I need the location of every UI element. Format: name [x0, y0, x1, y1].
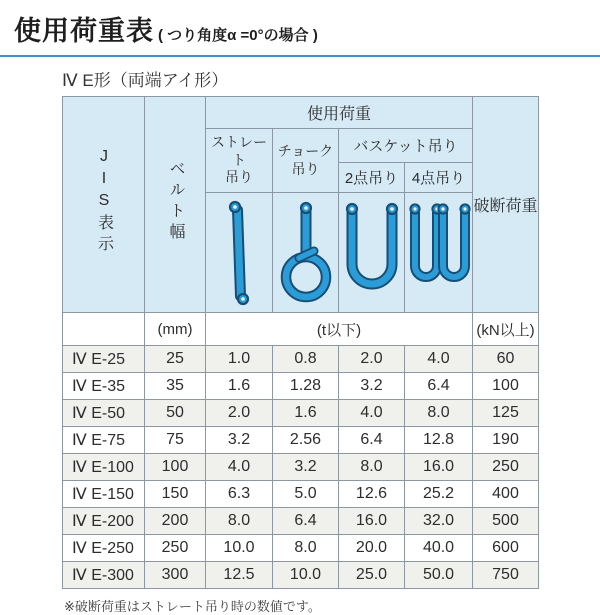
cell-basket4: 12.8 [405, 427, 473, 454]
footnote: ※破断荷重はストレート吊り時の数値です。 [64, 599, 321, 614]
cell-breaking: 600 [473, 535, 539, 562]
cell-jis: Ⅳ E-50 [63, 400, 145, 427]
cell-jis: Ⅳ E-25 [63, 346, 145, 373]
cell-basket2: 3.2 [339, 373, 405, 400]
choke-sling-cell [273, 193, 339, 313]
basket-2pt-sling-icon [342, 200, 402, 306]
table-row [63, 535, 539, 562]
cell-jis: Ⅳ E-250 [63, 535, 145, 562]
cell-straight: 6.3 [206, 481, 273, 508]
page-title: 使用荷重表 [14, 16, 154, 46]
table-row [63, 481, 539, 508]
cell-choke: 3.2 [273, 454, 339, 481]
cell-breaking: 100 [473, 373, 539, 400]
cell-basket4: 8.0 [405, 400, 473, 427]
header-belt-width [145, 97, 206, 313]
table-row [63, 346, 539, 373]
cell-breaking: 400 [473, 481, 539, 508]
header-breaking-load: 破断荷重 [473, 97, 539, 313]
cell-straight: 8.0 [206, 508, 273, 535]
header-choke-line2: 吊り [291, 160, 320, 177]
cell-width: 300 [145, 562, 206, 589]
cell-basket4: 4.0 [405, 346, 473, 373]
cell-basket2: 16.0 [339, 508, 405, 535]
cell-width: 35 [145, 373, 206, 400]
straight-sling-icon [211, 200, 267, 306]
cell-straight: 4.0 [206, 454, 273, 481]
cell-width: 50 [145, 400, 206, 427]
header-basket-4pt: 4点吊り [405, 163, 473, 193]
table-body [63, 346, 539, 589]
table-row [63, 454, 539, 481]
cell-basket2: 4.0 [339, 400, 405, 427]
cell-choke: 8.0 [273, 535, 339, 562]
cell-straight: 1.0 [206, 346, 273, 373]
cell-breaking: 750 [473, 562, 539, 589]
cell-straight: 10.0 [206, 535, 273, 562]
choke-sling-icon [278, 200, 334, 306]
cell-width: 100 [145, 454, 206, 481]
cell-basket4: 16.0 [405, 454, 473, 481]
straight-sling-cell [206, 193, 273, 313]
table-row [63, 400, 539, 427]
header-working-load: 使用荷重 [206, 97, 473, 129]
cell-choke: 5.0 [273, 481, 339, 508]
load-capacity-table [62, 96, 539, 589]
cell-breaking: 190 [473, 427, 539, 454]
cell-jis: Ⅳ E-35 [63, 373, 145, 400]
cell-jis: Ⅳ E-200 [63, 508, 145, 535]
cell-jis: Ⅳ E-300 [63, 562, 145, 589]
header-straight-line2: 吊り [225, 169, 253, 186]
cell-width: 200 [145, 508, 206, 535]
table-row [63, 373, 539, 400]
cell-basket4: 32.0 [405, 508, 473, 535]
cell-choke: 1.28 [273, 373, 339, 400]
cell-basket2: 6.4 [339, 427, 405, 454]
cell-width: 25 [145, 346, 206, 373]
cell-basket2: 25.0 [339, 562, 405, 589]
page-title-note: ( つり角度α =0°の場合 ) [158, 27, 318, 44]
cell-width: 75 [145, 427, 206, 454]
cell-choke: 10.0 [273, 562, 339, 589]
basket-2pt-sling-cell [339, 193, 405, 313]
cell-straight: 1.6 [206, 373, 273, 400]
header-straight [206, 129, 273, 193]
cell-choke: 6.4 [273, 508, 339, 535]
unit-breaking-load: (kN以上) [473, 313, 539, 346]
header-straight-line1: ストレート [211, 134, 267, 168]
unit-belt-width: (mm) [145, 313, 206, 346]
cell-basket4: 25.2 [405, 481, 473, 508]
cell-jis: Ⅳ E-150 [63, 481, 145, 508]
cell-width: 150 [145, 481, 206, 508]
header-choke [273, 129, 339, 193]
cell-breaking: 500 [473, 508, 539, 535]
header-basket: バスケット吊り [339, 129, 473, 163]
cell-jis: Ⅳ E-75 [63, 427, 145, 454]
cell-basket4: 6.4 [405, 373, 473, 400]
cell-choke: 0.8 [273, 346, 339, 373]
header-jis [63, 97, 145, 313]
header-belt-width-label: ベルト幅 [167, 160, 184, 244]
model-subtitle: Ⅳ E形（両端アイ形） [62, 71, 229, 90]
header-basket-2pt: 2点吊り [339, 163, 405, 193]
cell-breaking: 60 [473, 346, 539, 373]
basket-4pt-sling-cell [405, 193, 473, 313]
cell-choke: 1.6 [273, 400, 339, 427]
header-jis-label: JIS表示 [95, 148, 113, 256]
page-title-bar [0, 0, 600, 57]
cell-jis: Ⅳ E-100 [63, 454, 145, 481]
unit-jis-empty [63, 313, 145, 346]
table-row [63, 508, 539, 535]
cell-straight: 12.5 [206, 562, 273, 589]
cell-width: 250 [145, 535, 206, 562]
cell-breaking: 125 [473, 400, 539, 427]
table-row [63, 562, 539, 589]
header-choke-line1: チョーク [277, 143, 334, 159]
cell-basket4: 50.0 [405, 562, 473, 589]
cell-straight: 2.0 [206, 400, 273, 427]
cell-basket2: 20.0 [339, 535, 405, 562]
cell-straight: 3.2 [206, 427, 273, 454]
cell-choke: 2.56 [273, 427, 339, 454]
unit-working-load: (t以下) [206, 313, 473, 346]
cell-breaking: 250 [473, 454, 539, 481]
cell-basket2: 2.0 [339, 346, 405, 373]
cell-basket2: 12.6 [339, 481, 405, 508]
table-row [63, 427, 539, 454]
cell-basket2: 8.0 [339, 454, 405, 481]
basket-4pt-sling-icon [407, 200, 471, 306]
cell-basket4: 40.0 [405, 535, 473, 562]
